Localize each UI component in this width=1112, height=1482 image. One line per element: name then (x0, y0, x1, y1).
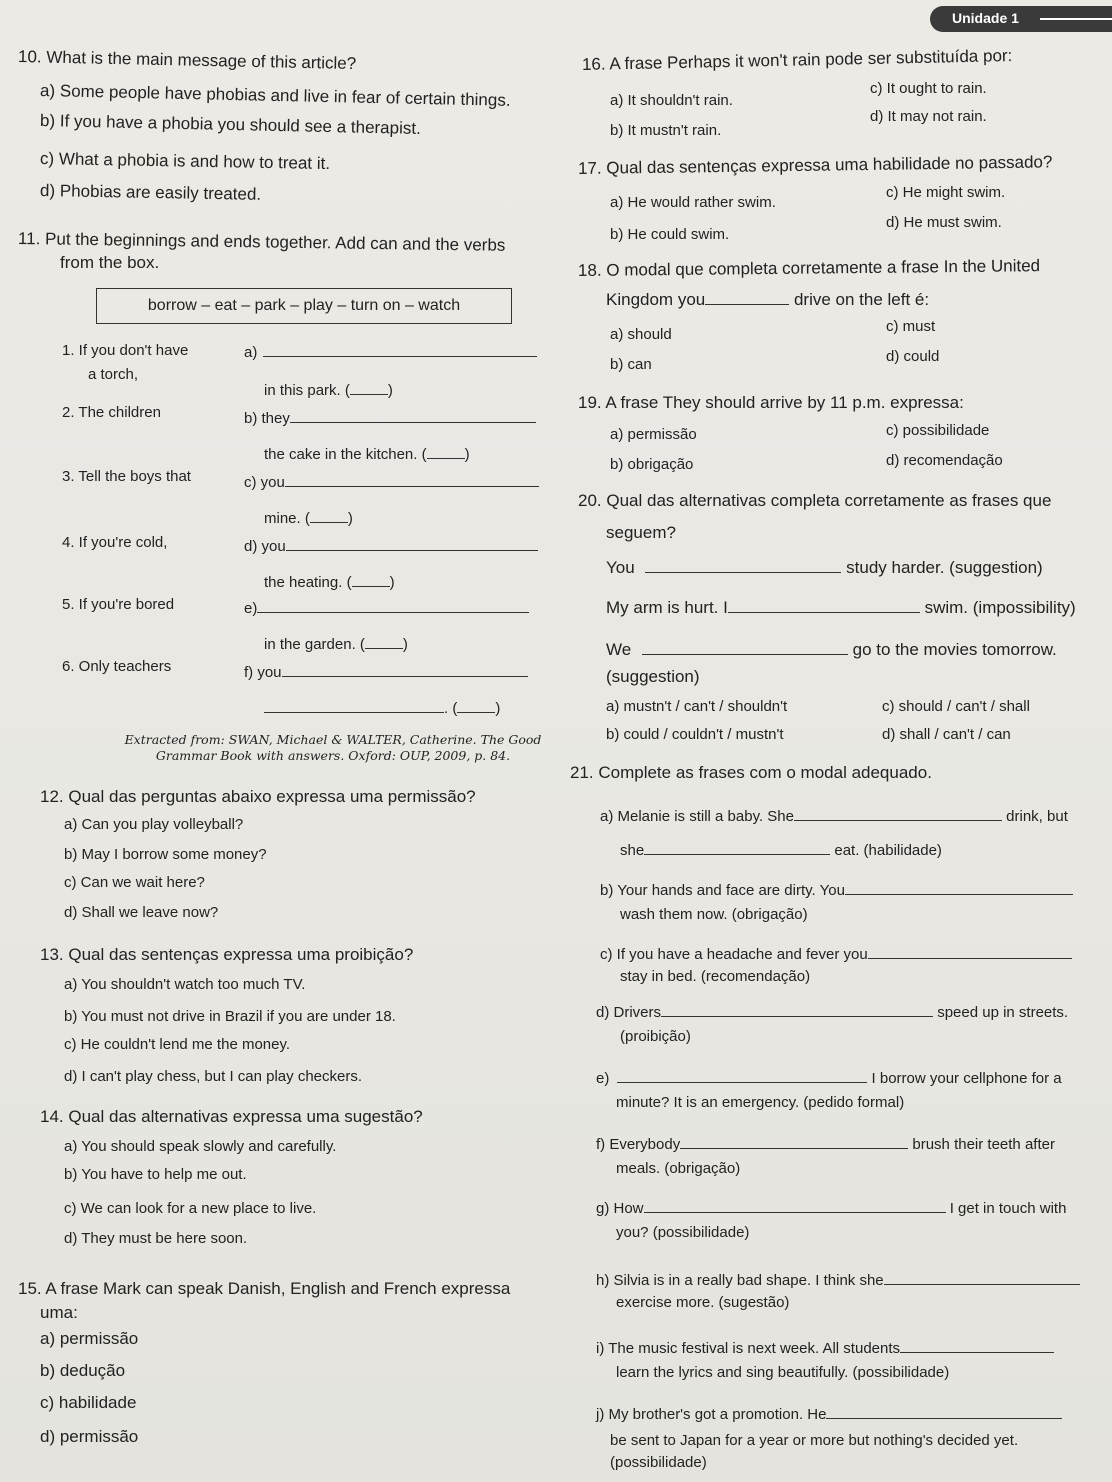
q11-right-d-end: the heating. ( ) (264, 574, 395, 591)
q14-title: 14. Qual das alternativas expressa uma sugestão? (40, 1107, 423, 1126)
q21-item-g: g) How I get in touch with (596, 1200, 1067, 1217)
q21-item-g-cont: you? (possibilidade) (616, 1224, 750, 1241)
q21-item-b-cont: wash them now. (obrigação) (620, 906, 808, 923)
q21-item-i: i) The music festival is next week. All students (596, 1338, 1054, 1358)
q20-title: 20. Qual das alternativas completa corretamente as frases que (578, 491, 1052, 510)
q21-item-c-cont: stay in bed. (recomendação) (620, 968, 811, 985)
q20-option-a: a) mustn't / can't / shouldn't (606, 698, 788, 715)
q11-right-b: b) they (244, 408, 536, 428)
q21-item-i-cont: learn the lyrics and sing beautifully. (possibilidade) (616, 1364, 950, 1381)
q21-item-b: b) Your hands and face are dirty. You (600, 880, 1073, 900)
q11-right-e-end: in the garden. ( ) (264, 636, 408, 653)
q11-left-6: 6. Only teachers (62, 658, 172, 675)
q10-title: 10. What is the main message of this article? (17, 47, 357, 74)
q11-title: 11. Put the beginnings and ends together. Add can and the verbs (17, 229, 506, 255)
q21-title: 21. Complete as frases com o modal adequado. (570, 763, 932, 782)
q10-option-b: b) If you have a phobia you should see a therapist. (39, 111, 422, 138)
q19-option-c: c) possibilidade (886, 422, 990, 439)
unit-tab (930, 6, 1112, 32)
q16-option-b: b) It mustn't rain. (610, 122, 722, 139)
q19-option-a: a) permissão (610, 426, 697, 443)
q21-item-j-cont: be sent to Japan for a year or more but nothing's decided yet. (610, 1432, 1019, 1449)
q20-option-d: d) shall / can't / can (882, 726, 1011, 743)
q11-source: Extracted from: SWAN, Michael & WALTER, Catherine. The Good Grammar Book with answers. Oxford: OUP, 2009, p. 84. (124, 732, 542, 763)
q11-left-1b: a torch, (88, 366, 139, 383)
q17-option-c: c) He might swim. (886, 184, 1006, 201)
q11-right-a-end: in this park. ( ) (264, 382, 393, 399)
q12-option-c: c) Can we wait here? (64, 874, 205, 891)
q20-sentence-3-cont: (suggestion) (606, 667, 700, 686)
q15-title: 15. A frase Mark can speak Danish, English and French expressa (18, 1279, 511, 1298)
q17-title: 17. Qual das sentenças expressa uma habilidade no passado? (577, 152, 1053, 178)
q13-option-a: a) You shouldn't watch too much TV. (64, 976, 306, 993)
q16-option-a: a) It shouldn't rain. (610, 92, 733, 109)
q15-option-a: a) permissão (40, 1329, 139, 1348)
q19-title: 19. A frase They should arrive by 11 p.m. expressa: (578, 393, 964, 412)
q13-option-b: b) You must not drive in Brazil if you are under 18. (64, 1008, 396, 1025)
q21-item-c: c) If you have a headache and fever you (600, 944, 1072, 964)
q11-right-c-end: mine. ( ) (264, 510, 353, 527)
q21-item-j-tag: (possibilidade) (610, 1454, 707, 1471)
q14-option-b: b) You have to help me out. (64, 1166, 247, 1183)
q11-left-1: 1. If you don't have (62, 342, 189, 359)
q15-option-b: b) dedução (40, 1361, 126, 1380)
q18-option-b: b) can (610, 356, 652, 373)
q20-option-c: c) should / can't / shall (882, 698, 1030, 715)
q21-item-j: j) My brother's got a promotion. He (596, 1404, 1062, 1424)
q21-item-d-cont: (proibição) (620, 1028, 691, 1045)
q19-option-d: d) recomendação (886, 452, 1003, 469)
q21-item-e: e) I borrow your cellphone for a (596, 1070, 1062, 1087)
q21-item-a-cont: she eat. (habilidade) (620, 842, 942, 859)
q11-title-cont: from the box. (60, 253, 160, 272)
q20-option-b: b) could / couldn't / mustn't (606, 726, 784, 743)
q11-right-f: f) you (244, 662, 528, 682)
q15-option-c: c) habilidade (40, 1393, 137, 1412)
q15-title-cont: uma: (40, 1303, 78, 1322)
q18-option-c: c) must (886, 318, 936, 335)
q12-option-a: a) Can you play volleyball? (64, 816, 244, 833)
q15-option-d: d) permissão (40, 1427, 139, 1446)
q17-option-d: d) He must swim. (886, 214, 1002, 231)
q20-sentence-1: You study harder. (suggestion) (606, 558, 1043, 577)
unit-label: Unidade 1 (952, 10, 1019, 26)
q11-left-2: 2. The children (62, 404, 161, 421)
q20-sentence-3: We go to the movies tomorrow. (606, 640, 1057, 659)
q10-option-d: d) Phobias are easily treated. (39, 181, 262, 204)
q21-item-d: d) Drivers speed up in streets. (596, 1004, 1069, 1021)
q20-title-cont: seguem? (606, 523, 676, 542)
q21-item-h-cont: exercise more. (sugestão) (616, 1294, 790, 1311)
q11-right-c: c) you (244, 472, 539, 492)
q14-option-d: d) They must be here soon. (64, 1230, 248, 1247)
q11-word-box: borrow – eat – park – play – turn on – watch (96, 288, 512, 324)
q19-option-b: b) obrigação (610, 456, 694, 473)
q12-title: 12. Qual das perguntas abaixo expressa uma permissão? (40, 787, 476, 806)
q16-title: 16. A frase Perhaps it won't rain pode ser substituída por: (581, 45, 1013, 74)
q16-option-c: c) It ought to rain. (870, 80, 987, 97)
q10-option-c: c) What a phobia is and how to treat it. (39, 149, 331, 174)
q13-title: 13. Qual das sentenças expressa uma proibição? (40, 945, 414, 964)
q17-option-b: b) He could swim. (610, 226, 730, 243)
q14-option-c: c) We can look for a new place to live. (64, 1200, 317, 1217)
q11-right-a: a) (244, 342, 537, 362)
q13-option-d: d) I can't play chess, but I can play checkers. (64, 1068, 363, 1085)
q18-title: 18. O modal que completa corretamente a frase In the United (577, 256, 1041, 280)
q21-item-f: f) Everybody brush their teeth after (596, 1136, 1055, 1153)
q16-option-d: d) It may not rain. (870, 108, 987, 125)
q18-option-a: a) should (610, 326, 672, 343)
q21-item-a: a) Melanie is still a baby. She drink, but (600, 808, 1068, 825)
q20-sentence-2: My arm is hurt. I swim. (impossibility) (606, 598, 1076, 617)
q11-left-3: 3. Tell the boys that (62, 468, 191, 485)
q11-right-e: e) (244, 598, 529, 618)
q21-item-e-cont: minute? It is an emergency. (pedido formal) (616, 1094, 905, 1111)
q11-left-4: 4. If you're cold, (62, 534, 168, 551)
q11-right-b-end: the cake in the kitchen. ( ) (264, 446, 470, 463)
q11-left-5: 5. If you're bored (62, 596, 175, 613)
q18-title-cont: Kingdom you drive on the left é: (606, 290, 930, 309)
q12-option-d: d) Shall we leave now? (64, 904, 219, 921)
q17-option-a: a) He would rather swim. (610, 194, 776, 211)
q18-option-d: d) could (886, 348, 940, 365)
q12-option-b: b) May I borrow some money? (64, 846, 267, 863)
q11-right-f-end: . ( ) (264, 698, 500, 718)
q14-option-a: a) You should speak slowly and carefully. (64, 1138, 337, 1155)
q21-item-f-cont: meals. (obrigação) (616, 1160, 741, 1177)
q13-option-c: c) He couldn't lend me the money. (64, 1036, 291, 1053)
q21-item-h: h) Silvia is in a really bad shape. I think she (596, 1270, 1080, 1290)
q10-option-a: a) Some people have phobias and live in fear of certain things. (39, 81, 511, 110)
q11-right-d: d) you (244, 536, 538, 556)
